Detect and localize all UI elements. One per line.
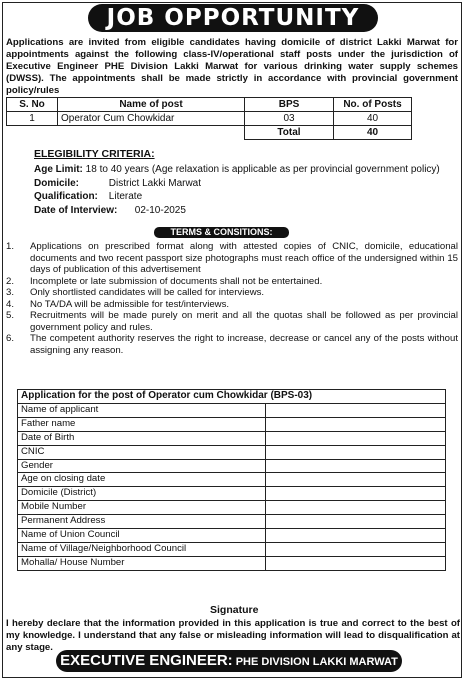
form-label: Name of Union Council: [18, 529, 266, 543]
form-label: Permanent Address: [18, 515, 266, 529]
domicile-label: Domicile:: [34, 177, 80, 189]
gender-field[interactable]: [266, 459, 446, 473]
domicile-field[interactable]: [266, 487, 446, 501]
age-limit-label: Age Limit:: [34, 164, 83, 175]
age-on-closing-date-field[interactable]: [266, 473, 446, 487]
form-row: [18, 431, 446, 445]
declaration-text: I hereby declare that the information provided in this application is true and correct to the best of my knowledge. I understand that any false or misleading information will lead to disqualification at any stage.: [6, 618, 460, 653]
interview-date-row: [34, 204, 454, 218]
form-label: CNIC: [18, 445, 266, 459]
age-limit-row: [34, 163, 454, 177]
date-of-birth-field[interactable]: [266, 431, 446, 445]
form-row: [18, 445, 446, 459]
form-row: [18, 501, 446, 515]
form-row: [18, 542, 446, 556]
list-item: 4. No TA/DA will be admissible for test/interviews.: [6, 298, 230, 310]
list-item: 6. The competent authority reserves the right to increase, decrease or cancel any of the posts without assigning any reason.: [6, 333, 458, 356]
domicile-row: [34, 177, 454, 191]
table-row: [7, 112, 412, 126]
qualification-label: Qualification:: [34, 191, 98, 202]
form-label: Mobile Number: [18, 501, 266, 515]
form-label: Father name: [18, 417, 266, 431]
permanent-address-field[interactable]: [266, 515, 446, 529]
form-label: Age on closing date: [18, 473, 266, 487]
form-row: [18, 417, 446, 431]
village-council-field[interactable]: [266, 542, 446, 556]
header-bps: BPS: [245, 98, 334, 112]
form-label: Name of Village/Neighborhood Council: [18, 542, 266, 556]
age-limit-value: 18 to 40 years (Age relaxation is applicable as per provincial government policy): [85, 164, 440, 175]
form-label: Mohalla/ House Number: [18, 556, 266, 570]
footer-subtitle: PHE DIVISION LAKKI MARWAT: [232, 656, 398, 668]
list-item: 2. Incomplete or late submission of documents shall not be entertained.: [6, 275, 323, 287]
qualification-value: Literate: [108, 191, 143, 202]
job-opportunity-banner: JOB OPPORTUNITY: [88, 4, 378, 32]
list-item: 3. Only shortlisted candidates will be called for interviews.: [6, 287, 265, 298]
header-post-name: Name of post: [58, 98, 245, 112]
posts-table: [6, 97, 412, 140]
form-row: [18, 529, 446, 543]
form-label: Gender: [18, 459, 266, 473]
terms-heading: TERMS & CONSITIONS:: [154, 227, 289, 238]
posts-table-header: [7, 98, 412, 112]
applicant-name-field[interactable]: [266, 403, 446, 417]
form-row: [18, 403, 446, 417]
mobile-number-field[interactable]: [266, 501, 446, 515]
interview-date-label: Date of Interview:: [34, 204, 118, 216]
cnic-field[interactable]: [266, 445, 446, 459]
eligibility-criteria: [34, 163, 454, 217]
header-sno: S. No: [7, 98, 58, 112]
father-name-field[interactable]: [266, 417, 446, 431]
list-item: 5. Recruitments will be made purely on merit and all the quotas shall be followed as per provincial government policy and rules.: [6, 310, 458, 333]
header-no-of-posts: No. of Posts: [334, 98, 412, 112]
footer-title: EXECUTIVE ENGINEER:: [60, 652, 233, 669]
total-value: 40: [334, 126, 412, 140]
total-row: [7, 126, 412, 140]
form-label: Domicile (District): [18, 487, 266, 501]
form-row: [18, 459, 446, 473]
cell-bps: 03: [245, 112, 334, 126]
qualification-row: [34, 190, 454, 204]
union-council-field[interactable]: [266, 529, 446, 543]
cell-post-name: Operator Cum Chowkidar: [58, 112, 245, 126]
house-number-field[interactable]: [266, 556, 446, 570]
cell-count: 40: [334, 112, 412, 126]
terms-list: [6, 241, 458, 356]
list-item: 1. Applications on prescribed format along with attested copies of CNIC, domicile, educational documents and two recent passport size photographs must reach office of the undersigned within 15 days of publication of this advertisement: [6, 241, 458, 275]
total-label: Total: [245, 126, 334, 140]
form-label: Date of Birth: [18, 431, 266, 445]
interview-date-value: 02-10-2025: [134, 204, 186, 216]
form-label: Name of applicant: [18, 403, 266, 417]
form-row: [18, 556, 446, 570]
form-row: [18, 473, 446, 487]
cell-sno: 1: [7, 112, 58, 126]
form-title: Application for the post of Operator cum Chowkidar (BPS-03): [18, 390, 446, 404]
intro-paragraph: Applications are invited from eligible candidates having domicile of district Lakki Marwat for appointments against the following class-IV/operational staff posts under the jurisdiction of Executive Engineer PHE Division Lakki Marwat for various drinking water supply schemes (DWSS). The appointments shall be made strictly in accordance with provincial government policy/rules: [6, 37, 458, 96]
eligibility-heading: ELEGIBILITY CRITERIA:: [34, 148, 155, 160]
signature-label: Signature: [210, 604, 259, 616]
form-row: [18, 487, 446, 501]
footer-banner: [56, 650, 402, 672]
form-row: [18, 515, 446, 529]
domicile-value: District Lakki Marwat: [108, 177, 202, 189]
form-title-row: [18, 390, 446, 404]
application-form: [17, 389, 446, 571]
